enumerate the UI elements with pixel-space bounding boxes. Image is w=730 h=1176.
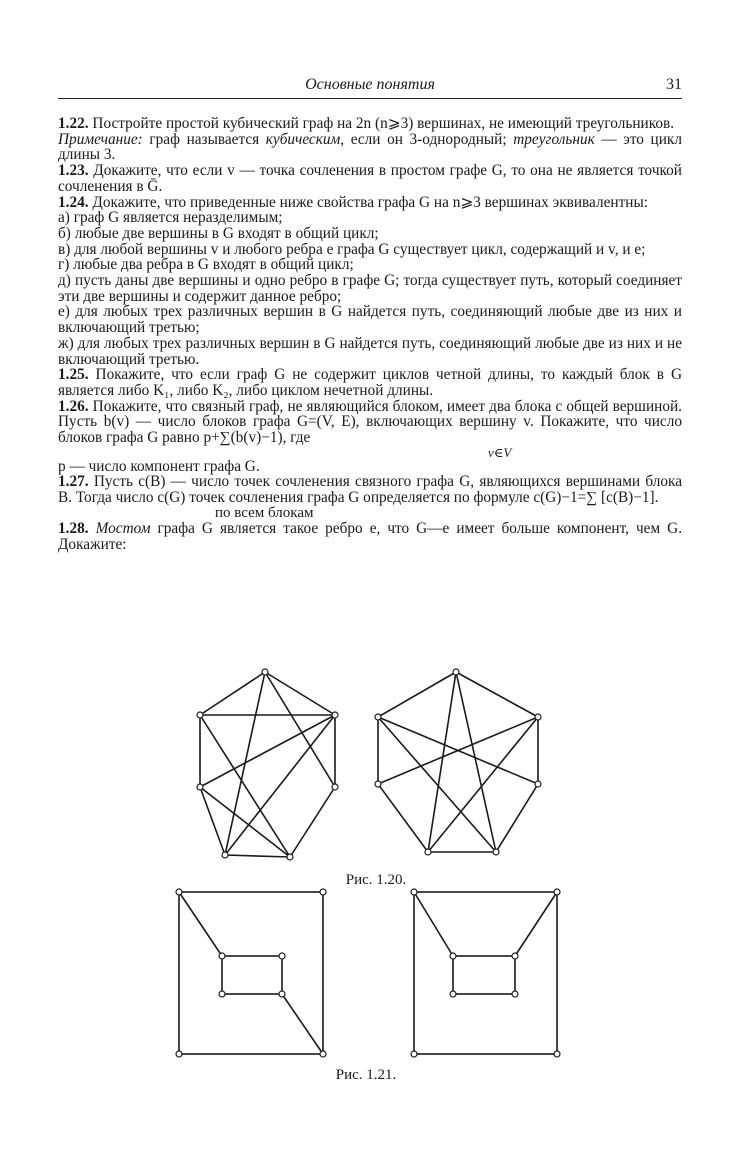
page-header [58,74,682,99]
problem-number: 1.24. [58,193,89,211]
note [58,132,682,163]
problem-text: Постройте простой кубический граф на 2n (n⩾3) вершинах, не имеющий треугольников. [92,115,675,132]
problem-number: 1.22. [58,115,89,132]
list-item: ж) для любых трех различных вершин в G найдется путь, соединяющий любые две из них и не включающий третью. [58,334,682,368]
list-item: е) для любых трех различных вершин в G найдется путь, соединяющий любые две из них и включающий третью; [58,303,682,337]
note-term: треугольник [513,130,595,148]
figure-1-21-right-graph [403,884,568,1062]
running-title: Основные понятия [305,76,435,93]
problem-number: 1.23. [58,162,89,180]
problem-text: Пусть c(B) — число точек сочленения связного графа G, являющихся вершинами блока B. Тогда число c(G) точек сочленения графа G определяется по формуле c(G)−1=∑ [c(B)−1]. [58,473,682,507]
problem-text: Покажите, что если граф G не содержит циклов четной длины, то каждый блок в G является либо K₁, либо K₂, либо циклом нечетной длины. [58,366,682,399]
page-number: 31 [666,76,682,93]
problem-1-24 [58,195,682,211]
problem-1-26-tail: p — число компонент графа G. [58,457,260,475]
figure-1-20-right-graph [368,662,548,864]
problem-text: графа G является такое ребро e, что G—e имеет больше компонент, чем G. Докажите: [58,519,683,553]
problem-text: Докажите, что если v — точка сочленения в простом графе G, то она не является точкой сочленения в Ḡ. [58,162,682,195]
figure-1-21-left-graph [170,884,335,1062]
note-text: если он 3-однородный; [350,130,507,148]
problem-number: 1.25. [58,366,89,384]
note-text: — это цикл длины 3. [58,130,682,164]
problem-number: 1.26. [58,397,89,415]
problem-1-22 [58,116,682,132]
note-text: граф называется [149,130,260,148]
note-label: Примечание: [58,130,143,148]
list-item: д) пусть даны две вершины и одно ребро в графе G; тогда существует путь, который соединяет эти две вершины и содержит данное ребро; [58,272,682,305]
figure-1-21-caption: Рис. 1.21. [335,1067,397,1083]
note-term: кубическим, [265,130,345,148]
list-item: г) любые два ребра в G входят в общий цикл; [58,256,354,274]
list-item: б) любые две вершины в G входят в общий цикл; [58,224,379,242]
problem-1-26 [58,399,682,446]
list-item: в) для любой вершины v и любого ребра e графа G существует цикл, содержащий и v, и e; [58,240,646,258]
list-item: а) граф G является неразделимым; [58,209,283,227]
sum-subscript: v∈V [488,444,512,460]
problem-text: Покажите, что связный граф, не являющийся блоком, имеет два блока с общей вершиной. Пусть b(v) — число блоков графа G=(V, E), включающих вершину v. Покажите, что число блоков графа G равно p+∑(b(v)−1), где [58,397,682,447]
figure-1-20-left-graph [190,665,350,865]
problem-1-25 [58,367,682,398]
problem-1-28 [58,521,682,552]
problem-text: Докажите, что приведенные ниже свойства графа G на n⩾3 вершинах эквивалентны: [92,193,648,211]
problem-1-23 [58,163,682,194]
figure-1-20-caption: Рис. 1.20. [345,872,407,888]
problem-number: 1.28. [58,519,89,537]
sum-subscript: по всем блокам [215,504,314,521]
problem-number: 1.27. [58,473,89,491]
problem-1-27 [58,474,682,505]
term-bridge: Мостом [95,519,151,537]
body-text [58,116,682,552]
